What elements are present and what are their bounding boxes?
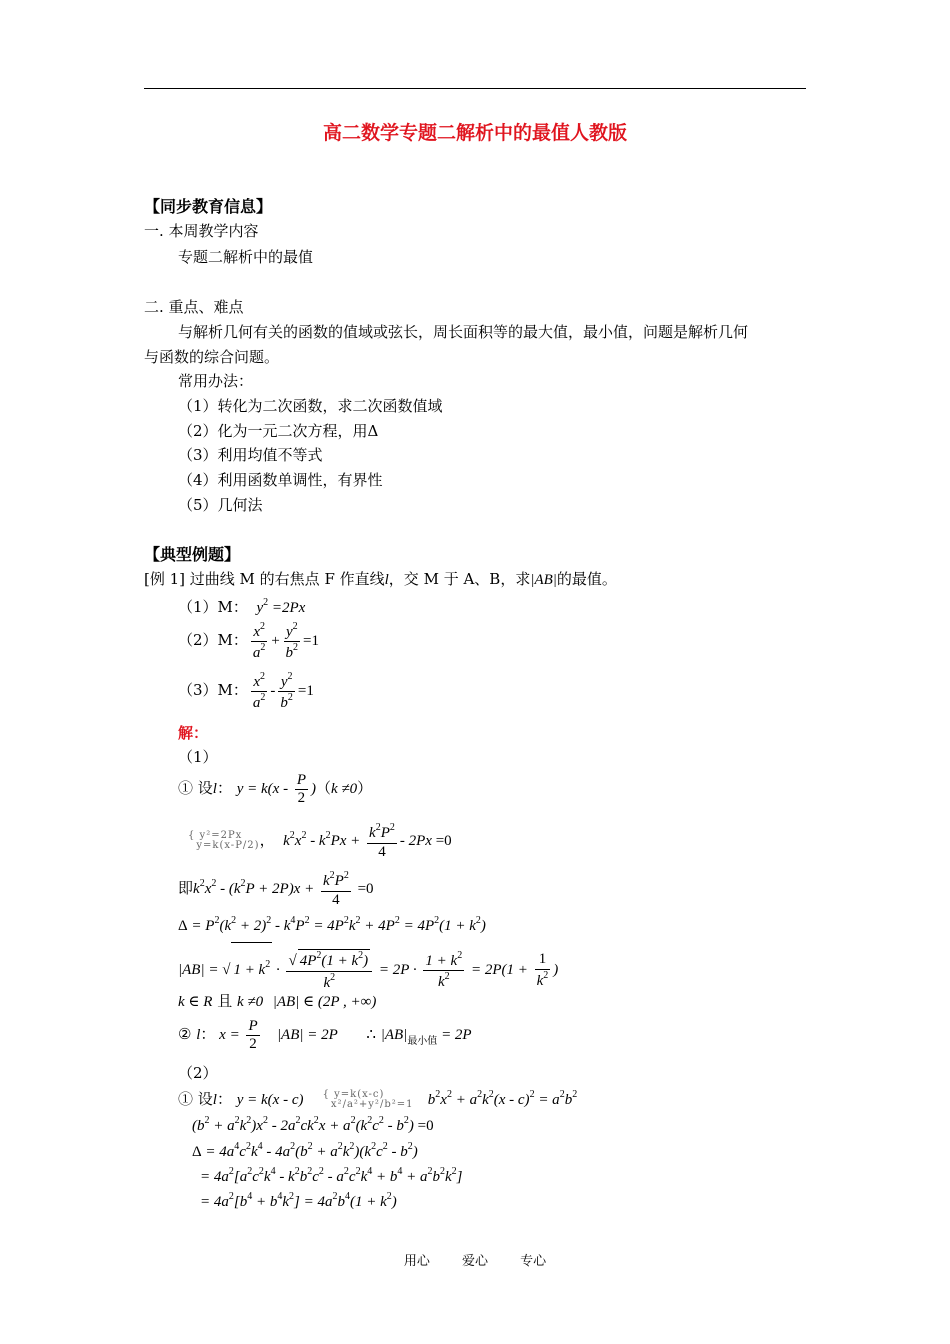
eq-p1-system: { y²=2Px y=k(x-P/2)， $k^2x^2 - k^2Px$ + $\frac{k^2P^2}{4}$ - 2Px =0 xyxy=(188,822,452,860)
method-item: （3）利用均值不等式 xyxy=(178,446,323,464)
section-heading-examples: 【典型例题】 xyxy=(144,545,241,564)
eq-p2-quadratic: $(b^2 + a^2k^2)x^2 - 2a^2ck^2x + a^2(k^2c^2 - b^2) =0$ xyxy=(192,1115,434,1134)
page-footer xyxy=(0,1250,950,1269)
example1-text-a: [例 1] 过曲线 M 的右焦点 F 作直线 xyxy=(144,570,385,588)
case3: （3）M： $\frac{x^2}{a^2}$ - $\frac{y^2}{b^2}$ =1 xyxy=(178,670,314,712)
part2-label: （2） xyxy=(178,1064,218,1082)
eq-p1-vertical: ② l： x = $\frac{P}{2}$ |AB| = 2P ∴ $|AB|_{最小值} = 2P$ xyxy=(178,1017,472,1053)
method-item: （5）几何法 xyxy=(178,496,263,514)
example1-text-b: ，交 M 于 A、B，求 xyxy=(388,570,531,588)
eq-p1-delta: $\Delta = P^2(k^2 + 2)^2 - k^4P^2 = 4P^2k^2 + 4P^2 = 4P^2(1 + k^2)$ xyxy=(178,915,486,934)
case2: （2）M： $\frac{x^2}{a^2}$ + $\frac{y^2}{b^2}$ =1 xyxy=(178,620,319,662)
item2-body-line2: 与函数的综合问题。 xyxy=(144,348,280,366)
eq-p1-line: ① 设l： y = k(x - $\frac{P}{2}$ )（k ≠0） xyxy=(178,771,373,807)
eq-p1-chord: |AB| = √ $1 + k^2$ · $\frac{√ 4P^2(1 + k^2)}{k^2}$ = 2P · $\frac{1 + k^2}{k^2}$ = 2P(1 + $\frac{1}{k^2}$ ) xyxy=(178,942,558,992)
item2-body-line1: 与解析几何有关的函数的值域或弦长，周长面积等的最大值，最小值，问题是解析几何 xyxy=(178,323,749,341)
page-title: 高二数学专题二解析中的最值人教版 xyxy=(322,122,627,144)
therefore-symbol: ∴ xyxy=(366,1025,376,1043)
eq-p1-quadratic: 即$k^2x^2 - (k^2P + 2P)x$ + $\frac{k^2P^2}{4}$ =0 xyxy=(178,870,374,908)
item2-title: 二. 重点、难点 xyxy=(144,298,244,316)
example1-statement: [例 1] 过曲线 M 的右焦点 F 作直线l，交 M 于 A、B，求|AB|的最值。 xyxy=(144,570,617,588)
section-heading-sync: 【同步教育信息】 xyxy=(144,197,273,216)
item1-title: 一. 本周教学内容 xyxy=(144,222,259,240)
methods-label: 常用办法： xyxy=(178,372,254,390)
method-item: （4）利用函数单调性，有界性 xyxy=(178,471,383,489)
item1-body: 专题二解析中的最值 xyxy=(178,248,314,266)
solution-label: 解： xyxy=(178,724,209,742)
method-item: （1）转化为二次函数，求二次函数值域 xyxy=(178,397,443,415)
eq-p2-delta1: $\Delta = 4a^4c^2k^4 - 4a^2(b^2 + a^2k^2)(k^2c^2 - b^2)$ xyxy=(192,1141,418,1160)
eq-p1-range: k ∈ R 且 k ≠0 |AB| ∈ (2P , +∞) xyxy=(178,992,377,1010)
header-rule xyxy=(144,88,806,89)
footer-text: 爱心 xyxy=(461,1254,488,1269)
part1-label: （1） xyxy=(178,748,218,766)
min-subscript: 最小值 xyxy=(407,1036,438,1047)
example1-text-c: 的最值。 xyxy=(556,570,617,588)
footer-text: 用心 xyxy=(403,1254,430,1269)
case1: （1）M： $y^2 =2Px$ xyxy=(178,597,306,616)
footer-text: 专心 xyxy=(520,1254,547,1269)
eq-p2-delta2: = $4a^2[a^2c^2k^4 - k^2b^2c^2 - a^2c^2k^4 + b^4 + a^2b^2k^2]$ xyxy=(200,1166,463,1185)
eq-p2-delta3: = $4a^2[b^4 + b^4k^2] = 4a^2b^4(1 + k^2)$ xyxy=(200,1191,397,1210)
method-item: （2）化为一元二次方程，用Δ xyxy=(178,422,379,440)
eq-p2-line: ① 设l： y = k(x - c) { y=k(x-c) x²/a²+y²/b²=1 $b^2x^2 + a^2k^2(x - c)^2 = a^2b^2$ xyxy=(178,1089,578,1110)
